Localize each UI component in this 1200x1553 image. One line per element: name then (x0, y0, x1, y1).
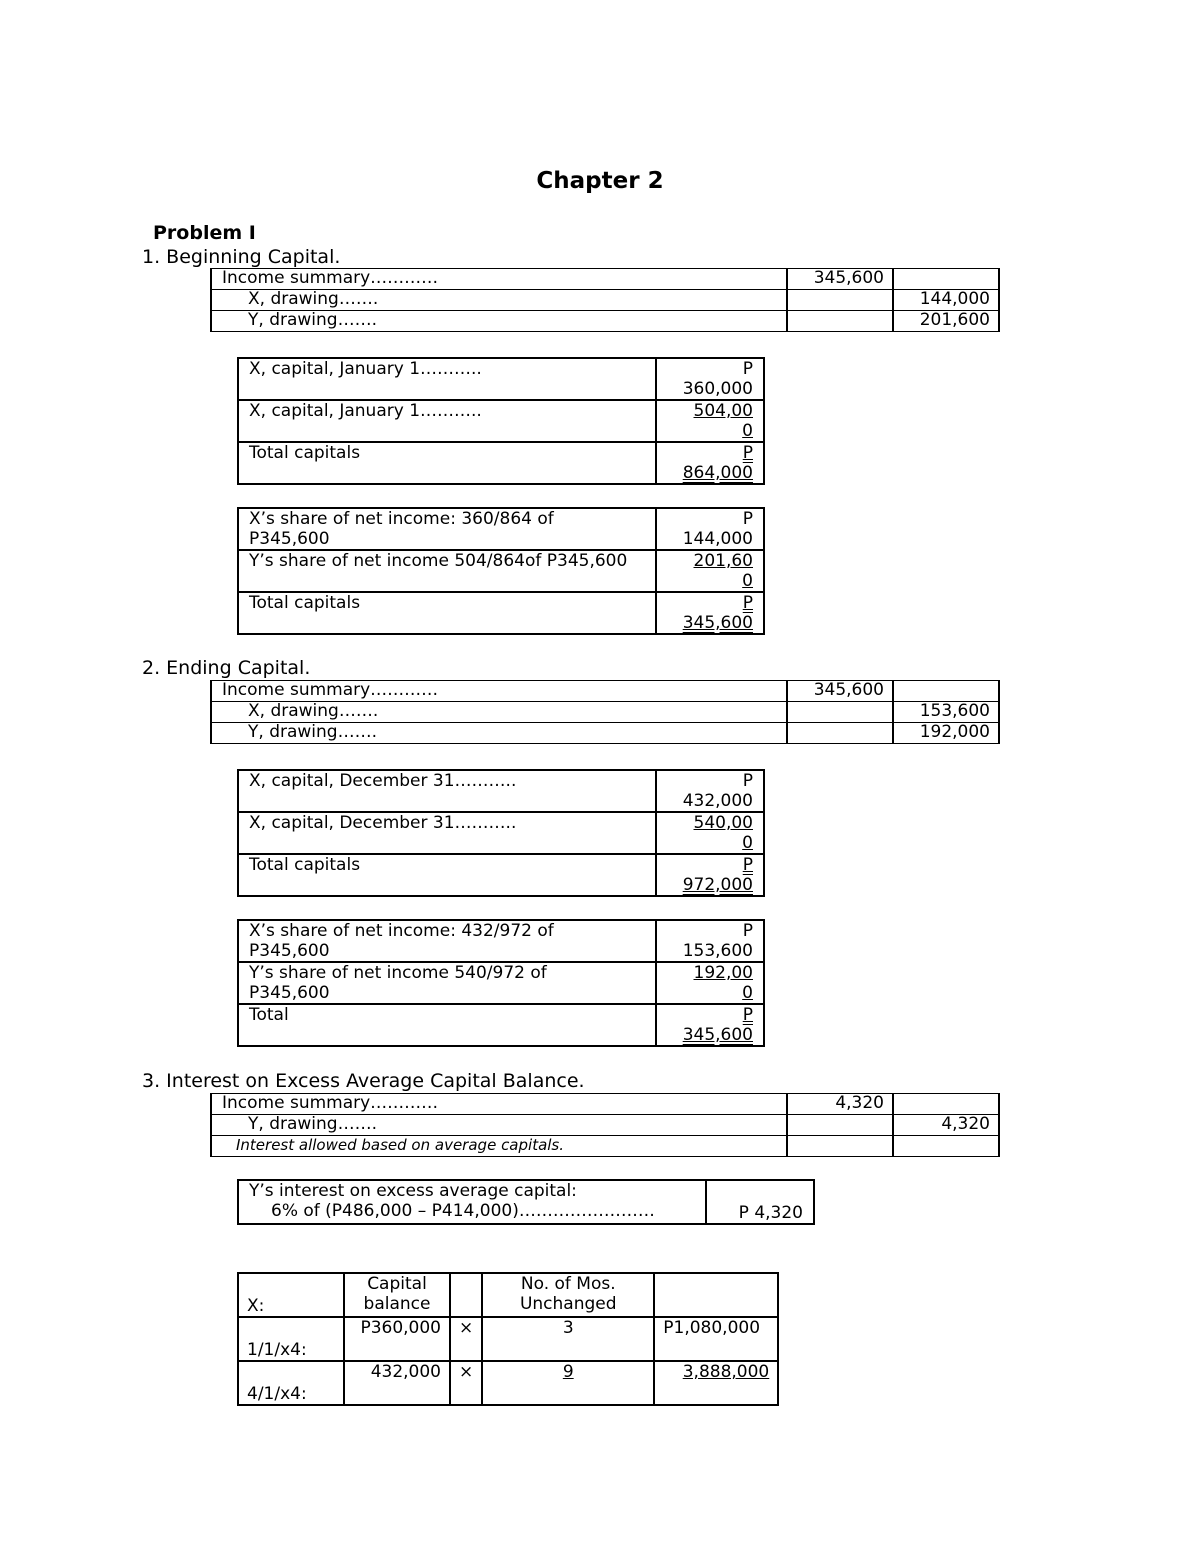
share-label (238, 1004, 656, 1046)
share-value (656, 1004, 764, 1046)
row-product: 3,888,000 (654, 1361, 778, 1405)
row-date: 4/1/x4: (238, 1361, 344, 1405)
amount-cont: 0 (742, 421, 753, 441)
header-line2: balance (363, 1294, 431, 1314)
journal-debit (787, 723, 893, 744)
multiply-sign: × (450, 1317, 482, 1361)
share-value (656, 920, 764, 962)
share-value (656, 508, 764, 550)
journal-credit: 153,600 (893, 702, 999, 723)
header-line1: No. of Mos. (520, 1274, 616, 1294)
section-1-heading: 1. Beginning Capital. (142, 246, 341, 268)
amount: 432,000 (682, 791, 753, 811)
journal-credit: 192,000 (893, 723, 999, 744)
amount-cont: 0 (742, 983, 753, 1003)
journal-credit: 4,320 (893, 1115, 999, 1136)
currency-sign: P (742, 921, 753, 941)
row-months: 9 (482, 1361, 654, 1405)
journal-account: Income summary………… (211, 1094, 787, 1115)
share-label (238, 550, 656, 592)
currency-sign: P (742, 1005, 753, 1025)
row-months: 3 (482, 1317, 654, 1361)
capital-label: X, capital, December 31……….. (238, 770, 656, 812)
share-label-line1: Total capitals (249, 593, 361, 613)
share-label-line2: P345,600 (249, 941, 330, 961)
journal-account: X, drawing……. (211, 290, 787, 311)
interest-label-line2: 6% of (P486,000 – P414,000)…………………… (271, 1201, 655, 1221)
partner-label: X: (238, 1273, 344, 1317)
currency-sign: P (742, 509, 753, 529)
amount-cont: 0 (742, 833, 753, 853)
journal-debit (787, 702, 893, 723)
amount: 153,600 (682, 941, 753, 961)
currency-sign: P (742, 359, 753, 379)
journal-credit: 144,000 (893, 290, 999, 311)
share-label (238, 508, 656, 550)
interest-label-line1: Y’s interest on excess average capital: (249, 1181, 577, 1201)
journal-credit: 201,600 (893, 311, 999, 332)
amount: 360,000 (682, 379, 753, 399)
share-label-line1: X’s share of net income: 432/972 of (249, 921, 554, 941)
section-2-heading: 2. Ending Capital. (142, 657, 311, 679)
interest-label (238, 1180, 706, 1224)
journal-debit (787, 290, 893, 311)
section-3-heading: 3. Interest on Excess Average Capital Balance. (142, 1070, 585, 1092)
row-balance: P360,000 (344, 1317, 450, 1361)
capital-value (656, 812, 764, 854)
journal-debit (787, 1115, 893, 1136)
capital-label: Total capitals (238, 442, 656, 484)
problem-heading: Problem I (153, 222, 256, 244)
share-label-line1: Total (249, 1005, 289, 1025)
share-label (238, 962, 656, 1004)
capital-label: X, capital, January 1……….. (238, 358, 656, 400)
journal-account: Income summary………… (211, 681, 787, 702)
capital-value (656, 400, 764, 442)
amount-cont: 0 (742, 571, 753, 591)
share-label-line1: X’s share of net income: 360/864 of (249, 509, 554, 529)
currency-sign: P (742, 443, 753, 463)
share-label-line2: P345,600 (249, 983, 330, 1003)
row-date: 1/1/x4: (238, 1317, 344, 1361)
row-product: P1,080,000 (654, 1317, 778, 1361)
amount: 201,60 (693, 551, 753, 571)
share-label (238, 920, 656, 962)
shares-table-2 (237, 919, 765, 1047)
journal-entry-1 (210, 268, 1000, 332)
amount: 345,600 (682, 1025, 753, 1045)
amount: 504,00 (693, 401, 753, 421)
journal-explanation: Interest allowed based on average capitals. (211, 1136, 787, 1157)
share-value (656, 962, 764, 1004)
capitals-table-2 (237, 769, 765, 897)
capitals-table-1 (237, 357, 765, 485)
share-label (238, 592, 656, 634)
journal-account: Y, drawing……. (211, 311, 787, 332)
amount: 345,600 (682, 613, 753, 633)
page-title: Chapter 2 (536, 168, 664, 194)
interest-table (237, 1179, 815, 1225)
journal-account: X, drawing……. (211, 702, 787, 723)
header-line1: Capital (367, 1274, 427, 1294)
capital-label: Total capitals (238, 854, 656, 896)
journal-debit: 4,320 (787, 1094, 893, 1115)
months-header (482, 1273, 654, 1317)
journal-entry-3 (210, 1093, 1000, 1157)
currency-sign: P (742, 771, 753, 791)
currency-sign: P (742, 593, 753, 613)
journal-entry-2 (210, 680, 1000, 744)
shares-table-1 (237, 507, 765, 635)
journal-debit: 345,600 (787, 269, 893, 290)
row-balance: 432,000 (344, 1361, 450, 1405)
share-label-line2: P345,600 (249, 529, 330, 549)
amount: 192,00 (693, 963, 753, 983)
capital-value (656, 358, 764, 400)
journal-credit (893, 1094, 999, 1115)
share-label-line1: Y’s share of net income 504/864of P345,600 (249, 551, 628, 571)
share-value (656, 592, 764, 634)
header-line2: Unchanged (519, 1294, 617, 1314)
multiply-sign: × (450, 1361, 482, 1405)
share-label-line1: Y’s share of net income 540/972 of (249, 963, 547, 983)
interest-value: P 4,320 (706, 1180, 814, 1224)
journal-debit (787, 311, 893, 332)
capital-value (656, 442, 764, 484)
amount: 144,000 (682, 529, 753, 549)
share-value (656, 550, 764, 592)
journal-account: Income summary………… (211, 269, 787, 290)
journal-credit (893, 681, 999, 702)
amount: 972,000 (682, 875, 753, 895)
amount: 540,00 (693, 813, 753, 833)
currency-sign: P (742, 855, 753, 875)
amount: 864,000 (682, 463, 753, 483)
capital-label: X, capital, January 1……….. (238, 400, 656, 442)
journal-credit (893, 269, 999, 290)
capital-balance-header (344, 1273, 450, 1317)
capital-value (656, 854, 764, 896)
capital-value (656, 770, 764, 812)
journal-debit: 345,600 (787, 681, 893, 702)
weighted-capital-table (237, 1272, 779, 1406)
journal-account: Y, drawing……. (211, 723, 787, 744)
capital-label: X, capital, December 31……….. (238, 812, 656, 854)
journal-account: Y, drawing……. (211, 1115, 787, 1136)
